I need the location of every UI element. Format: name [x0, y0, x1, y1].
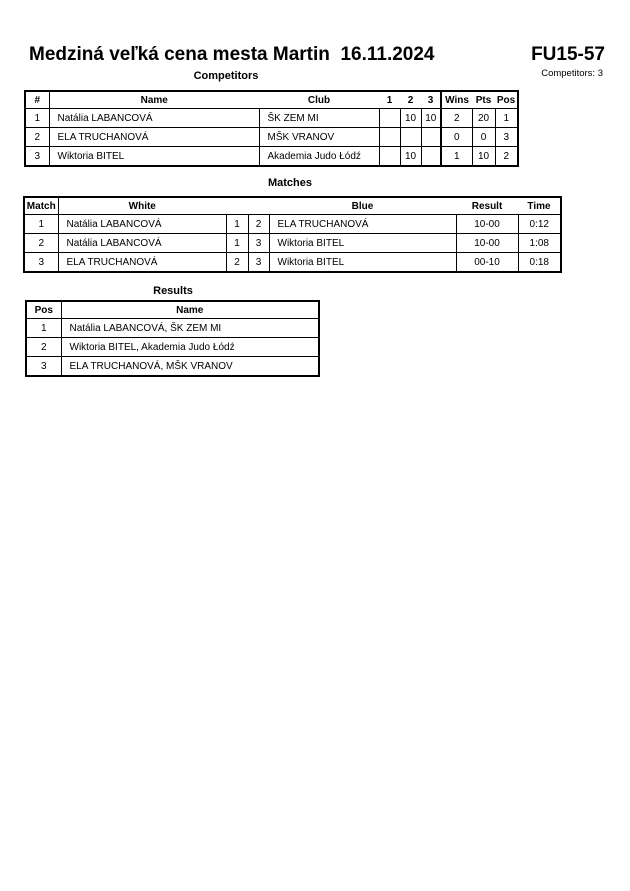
- col-header-match: Match: [24, 197, 58, 215]
- wins-value: 0: [441, 128, 472, 147]
- col-header-blue: Blue: [269, 197, 456, 215]
- competitor-num: 2: [25, 128, 49, 147]
- result-name: ELA TRUCHANOVÁ, MŠK VRANOV: [61, 357, 319, 377]
- table-row: [24, 234, 561, 253]
- match-num: 3: [24, 253, 58, 273]
- blue-name: Wiktoria BITEL: [269, 253, 456, 273]
- blue-seed: 3: [248, 253, 269, 273]
- wins-value: 1: [441, 147, 472, 167]
- result-pos: 2: [26, 338, 61, 357]
- round2-score: 10: [400, 109, 421, 128]
- table-row: [25, 147, 518, 167]
- competitors-count: Competitors: 3: [541, 68, 603, 79]
- competitor-name: ELA TRUCHANOVÁ: [49, 128, 259, 147]
- match-time: 1:08: [518, 234, 561, 253]
- results-table: [25, 300, 320, 377]
- col-header-white-num: [226, 197, 248, 215]
- round3-score: [421, 128, 441, 147]
- col-header-white: White: [58, 197, 226, 215]
- result-name: Wiktoria BITEL, Akademia Judo Łódź: [61, 338, 319, 357]
- col-header-blue-num: [248, 197, 269, 215]
- pos-value: 1: [495, 109, 518, 128]
- result-pos: 3: [26, 357, 61, 377]
- matches-header-row: [24, 197, 561, 215]
- blue-name: ELA TRUCHANOVÁ: [269, 215, 456, 234]
- white-name: ELA TRUCHANOVÁ: [58, 253, 226, 273]
- competitor-club: ŠK ZEM MI: [259, 109, 379, 128]
- table-row: [26, 338, 319, 357]
- col-header-name: Name: [61, 301, 319, 319]
- table-row: [26, 319, 319, 338]
- match-num: 1: [24, 215, 58, 234]
- table-row: [24, 215, 561, 234]
- match-time: 0:12: [518, 215, 561, 234]
- col-header-round1: 1: [379, 91, 400, 109]
- matches-table: [23, 196, 562, 273]
- competitors-header-row: [25, 91, 518, 109]
- page-title: Medziná veľká cena mesta Martin 16.11.2024: [29, 44, 435, 65]
- white-name: Natália LABANCOVÁ: [58, 215, 226, 234]
- white-name: Natália LABANCOVÁ: [58, 234, 226, 253]
- category-code: FU15-57: [531, 44, 605, 65]
- result-name: Natália LABANCOVÁ, ŠK ZEM MI: [61, 319, 319, 338]
- round1-score: [379, 147, 400, 167]
- col-header-num: #: [25, 91, 49, 109]
- competitor-name: Natália LABANCOVÁ: [49, 109, 259, 128]
- pts-value: 10: [472, 147, 495, 167]
- match-num: 2: [24, 234, 58, 253]
- blue-seed: 2: [248, 215, 269, 234]
- match-time: 0:18: [518, 253, 561, 273]
- competitors-table: [24, 90, 519, 167]
- result-pos: 1: [26, 319, 61, 338]
- round1-score: [379, 109, 400, 128]
- col-header-round2: 2: [400, 91, 421, 109]
- blue-seed: 3: [248, 234, 269, 253]
- round2-score: 10: [400, 147, 421, 167]
- col-header-round3: 3: [421, 91, 441, 109]
- white-seed: 1: [226, 215, 248, 234]
- results-section-title: Results: [153, 285, 193, 297]
- pos-value: 2: [495, 147, 518, 167]
- pts-value: 20: [472, 109, 495, 128]
- table-row: [24, 253, 561, 273]
- results-header-row: [26, 301, 319, 319]
- blue-name: Wiktoria BITEL: [269, 234, 456, 253]
- wins-value: 2: [441, 109, 472, 128]
- match-result: 10-00: [456, 215, 518, 234]
- col-header-result: Result: [456, 197, 518, 215]
- col-header-pts: Pts: [472, 91, 495, 109]
- table-row: [25, 128, 518, 147]
- col-header-pos: Pos: [495, 91, 518, 109]
- white-seed: 2: [226, 253, 248, 273]
- table-row: [26, 357, 319, 377]
- col-header-name: Name: [49, 91, 259, 109]
- match-result: 00-10: [456, 253, 518, 273]
- pts-value: 0: [472, 128, 495, 147]
- round1-score: [379, 128, 400, 147]
- round3-score: [421, 147, 441, 167]
- competitor-num: 1: [25, 109, 49, 128]
- competitor-num: 3: [25, 147, 49, 167]
- round2-score: [400, 128, 421, 147]
- col-header-pos: Pos: [26, 301, 61, 319]
- match-result: 10-00: [456, 234, 518, 253]
- table-row: [25, 109, 518, 128]
- col-header-time: Time: [518, 197, 561, 215]
- round3-score: 10: [421, 109, 441, 128]
- col-header-wins: Wins: [441, 91, 472, 109]
- pos-value: 3: [495, 128, 518, 147]
- competitor-club: Akademia Judo Łódź: [259, 147, 379, 167]
- competitor-name: Wiktoria BITEL: [49, 147, 259, 167]
- competitors-section-title: Competitors: [193, 70, 259, 82]
- competitor-club: MŠK VRANOV: [259, 128, 379, 147]
- matches-section-title: Matches: [267, 177, 313, 189]
- col-header-club: Club: [259, 91, 379, 109]
- white-seed: 1: [226, 234, 248, 253]
